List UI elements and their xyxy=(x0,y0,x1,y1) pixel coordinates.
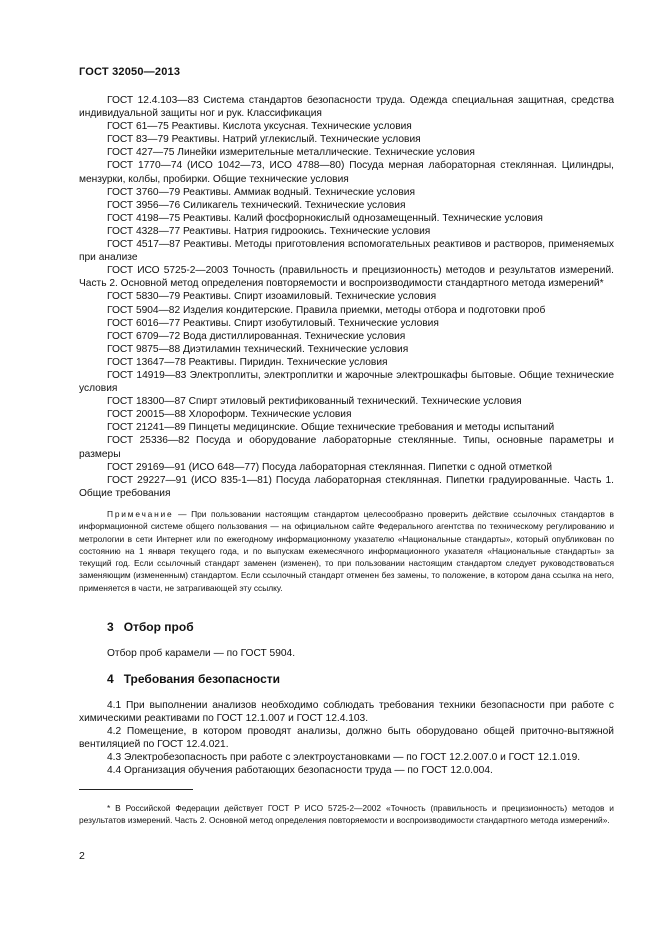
reference-item: ГОСТ ИСО 5725-2—2003 Точность (правильность и прецизионность) методов и результатов измерений. Часть 2. Основной метод определения повторяемости и воспроизводимости стандартного метода измерений* xyxy=(79,265,614,290)
reference-item: ГОСТ 5830—79 Реактивы. Спирт изоамиловый. Технические условия xyxy=(107,291,437,303)
reference-item: ГОСТ 61—75 Реактивы. Кислота уксусная. Технические условия xyxy=(107,121,412,133)
footnote: * В Российской Федерации действует ГОСТ Р ИСО 5725-2—2002 «Точность (правильность и прецизионность) методов и результатов измерений. Часть 2. Основной метод определения повторяемости и воспроизводимости стандартного метода измерений». xyxy=(79,803,614,826)
document-header: ГОСТ 32050—2013 xyxy=(79,66,181,78)
reference-item: ГОСТ 29169—91 (ИСО 648—77) Посуда лабораторная стеклянная. Пипетки с одной отметкой xyxy=(107,461,553,473)
section-3-number: 3 xyxy=(107,620,114,634)
reference-item: ГОСТ 6709—72 Вода дистиллированная. Технические условия xyxy=(107,330,406,342)
section-3-title: Отбор проб xyxy=(123,620,194,634)
reference-item: ГОСТ 3956—76 Силикагель технический. Технические условия xyxy=(107,199,406,211)
reference-item: ГОСТ 13647—78 Реактивы. Пиридин. Технические условия xyxy=(107,356,388,368)
reference-item: ГОСТ 4198—75 Реактивы. Калий фосфорнокислый однозамещенный. Технические условия xyxy=(107,212,543,224)
normative-references-list xyxy=(79,94,614,500)
section-4-heading xyxy=(107,672,280,686)
note-text: — При пользовании настоящим стандартом целесообразно проверить действие ссылочных стандартов в информационной системе общего пользования — на официальном сайте Федерального агентства по техническому регулированию и метрологии в сети Интернет или по ежегодному информационному указателю «Национальные стандарты», который опубликован по состоянию на 1 января текущего года, и по выпускам ежемесячного информационного указателя «Национальные стандарты» за текущий год. Если ссылочный стандарт заменен (изменен), то при пользовании настоящим стандартом следует руководствоваться заменяющим (измененным) стандартом. Если ссылочный стандарт отменен без замены, то положение, в котором дана ссылка на него, применяется в части, не затрагивающей эту ссылку. xyxy=(79,509,614,593)
references-note xyxy=(79,508,614,594)
section-3-paragraph: Отбор проб карамели — по ГОСТ 5904. xyxy=(107,648,296,659)
reference-item: ГОСТ 4517—87 Реактивы. Методы приготовления вспомогательных реактивов и растворов, применяемых при анализе xyxy=(79,239,614,264)
reference-item: ГОСТ 14919—83 Электроплиты, электроплитки и жарочные электрошкафы бытовые. Общие технические условия xyxy=(79,369,614,395)
section-4-paragraph: 4.4 Организация обучения работающих безопасности труда — по ГОСТ 12.0.004. xyxy=(107,765,493,777)
page-number: 2 xyxy=(79,850,85,862)
section-3-heading xyxy=(107,620,194,634)
reference-item: ГОСТ 9875—88 Диэтиламин технический. Технические условия xyxy=(107,343,409,355)
reference-item: ГОСТ 1770—74 (ИСО 1042—73, ИСО 4788—80) Посуда мерная лабораторная стеклянная. Цилиндры, мензурки, колбы, пробирки. Общие технические условия xyxy=(79,160,614,185)
reference-item: ГОСТ 25336—82 Посуда и оборудование лабораторные стеклянные. Типы, основные параметры и размеры xyxy=(79,435,614,460)
reference-item: ГОСТ 4328—77 Реактивы. Натрия гидроокись. Технические условия xyxy=(107,225,431,237)
section-3-body xyxy=(79,647,614,660)
section-4-number: 4 xyxy=(107,672,114,686)
reference-item: ГОСТ 427—75 Линейки измерительные металлические. Технические условия xyxy=(107,147,475,159)
footnote-divider xyxy=(79,789,193,790)
note-label: Примечание xyxy=(107,509,174,519)
reference-item: ГОСТ 6016—77 Реактивы. Спирт изобутиловый. Технические условия xyxy=(107,317,439,329)
reference-item: ГОСТ 83—79 Реактивы. Натрий углекислый. Технические условия xyxy=(107,134,421,146)
section-4-paragraph: 4.1 При выполнении анализов необходимо соблюдать требования техники безопасности при работе с химическими реактивами по ГОСТ 12.1.007 и ГОСТ 12.4.103. xyxy=(79,700,614,725)
reference-item: ГОСТ 5904—82 Изделия кондитерские. Правила приемки, методы отбора и подготовки проб xyxy=(107,304,546,316)
reference-item: ГОСТ 21241—89 Пинцеты медицинские. Общие технические требования и методы испытаний xyxy=(107,422,555,434)
reference-item: ГОСТ 12.4.103—83 Система стандартов безопасности труда. Одежда специальная защитная, средства индивидуальной защиты ног и рук. Классификация xyxy=(79,95,614,120)
reference-item: ГОСТ 18300—87 Спирт этиловый ректификованный технический. Технические условия xyxy=(107,396,522,408)
section-4-paragraph: 4.3 Электробезопасность при работе с электроустановками — по ГОСТ 12.2.007.0 и ГОСТ 12.1.019. xyxy=(107,752,581,764)
reference-item: ГОСТ 20015—88 Хлороформ. Технические условия xyxy=(107,409,352,421)
reference-item: ГОСТ 3760—79 Реактивы. Аммиак водный. Технические условия xyxy=(107,186,416,198)
section-4-paragraph: 4.2 Помещение, в котором проводят анализы, должно быть оборудовано общей приточно-вытяжной вентиляцией по ГОСТ 12.4.021. xyxy=(79,726,614,751)
section-4-title: Требования безопасности xyxy=(123,672,281,686)
section-4-body xyxy=(79,699,614,778)
reference-item: ГОСТ 29227—91 (ИСО 835-1—81) Посуда лабораторная стеклянная. Пипетки градуированные. Часть 1. Общие требования xyxy=(79,474,614,499)
